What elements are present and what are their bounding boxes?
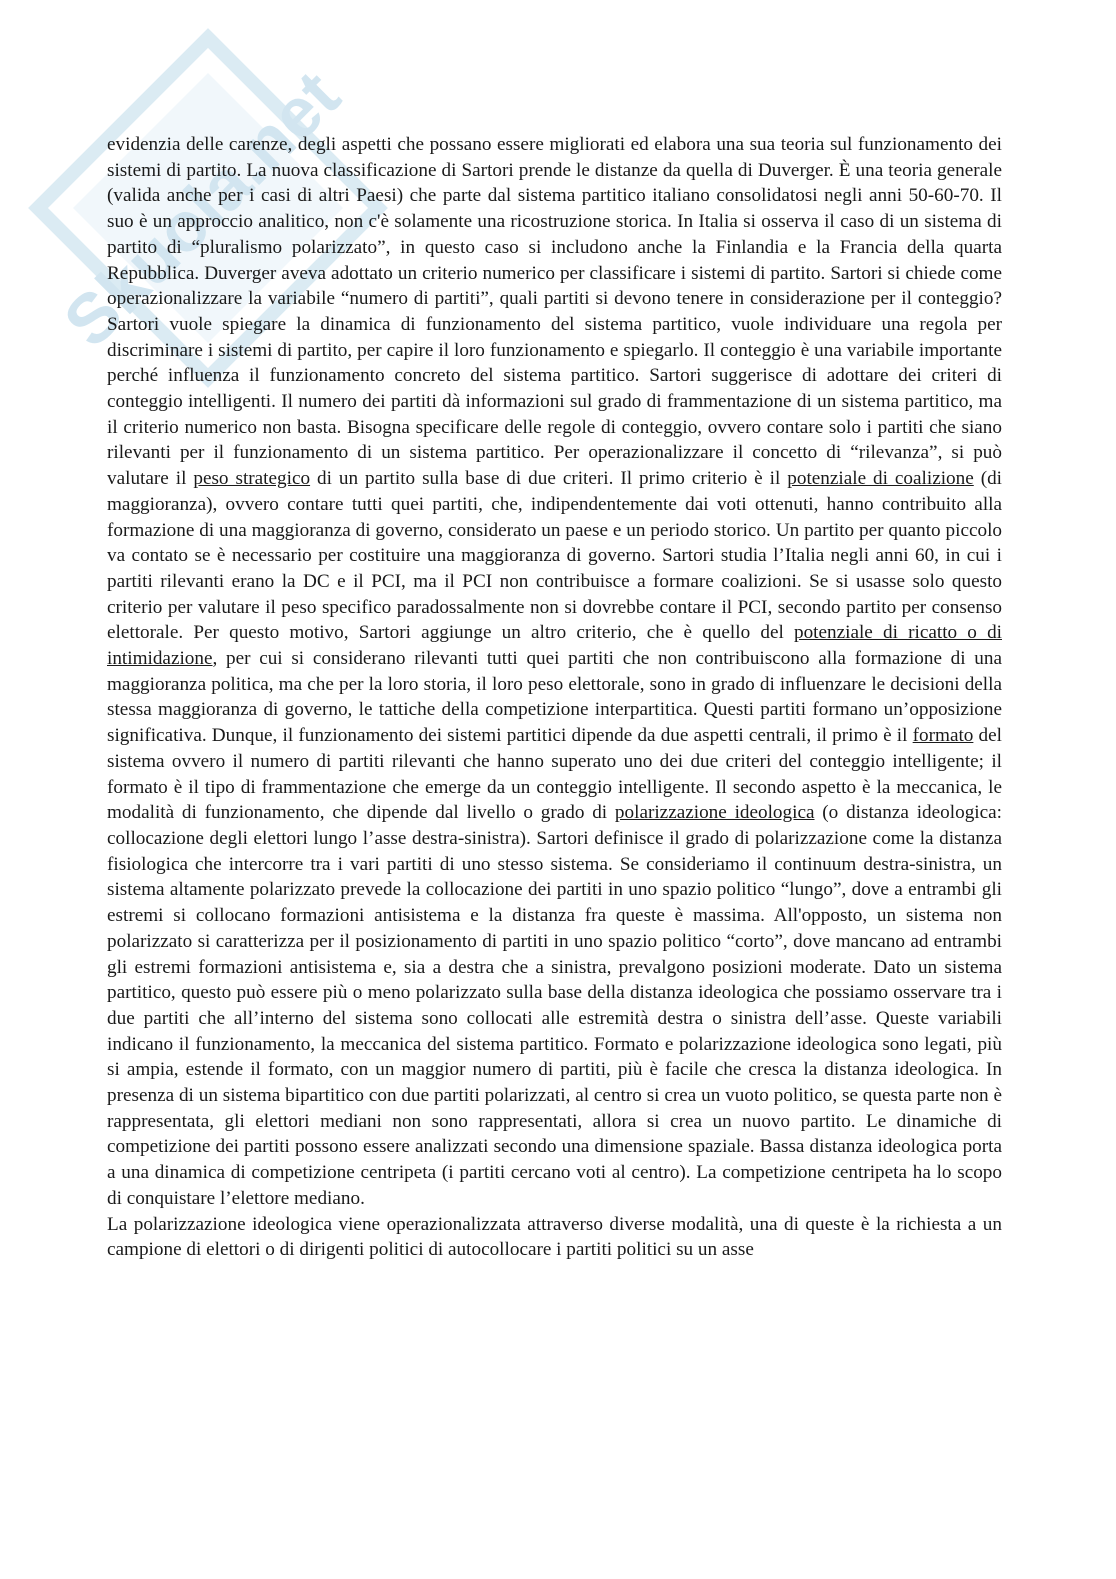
underlined-term-formato: formato [912, 725, 974, 747]
text-segment: La polarizzazione ideologica viene operazionalizzata attraverso diverse modalità, una di queste è la richiesta a un campione di elettori o di dirigenti politici di autocollocare i partiti politici su un asse [107, 1213, 1002, 1261]
text-segment: evidenzia delle carenze, degli aspetti che possano essere migliorati ed elabora una sua teoria sul funzionamento dei sistemi di partito. La nuova classificazione di Sartori prende le distanze da quella di Duverger. È una teoria generale (valida anche per i casi di altri Paesi) che parte dal sistema partitico italiano consolidatosi negli anni 50-60-70. Il suo è un approccio analitico, non c'è solamente una ricostruzione storica. In Italia si osserva il caso di un sistema di partito di “pluralismo polarizzato”, in questo caso si includono anche la Finlandia e la Francia della quarta Repubblica. Duverger aveva adottato un criterio numerico per classificare i sistemi di partito. Sartori si chiede come operazionalizzare la variabile “numero di partiti”, quali partiti si devono tenere in considerazione per il conteggio? Sartori vuole spiegare la dinamica di funzionamento del sistema partitico, vuole individuare una regola per discriminare i sistemi di partito, per capire il loro funzionamento e spiegarlo. Il conteggio è una variabile importante perché influenza il funzionamento concreto del sistema partitico. Sartori suggerisce di adottare dei criteri di conteggio intelligenti. Il numero dei partiti dà informazioni sul grado di frammentazione di un sistema partitico, ma il criterio numerico non basta. Bisogna specificare delle regole di conteggio, ovvero contare solo i partiti che siano rilevanti per il funzionamento di un sistema partitico. Per operazionalizzare il concetto di “rilevanza”, si può valutare il [107, 134, 1002, 490]
paragraph-1 [107, 132, 1002, 1212]
text-segment: del sistema ovvero il numero di partiti rilevanti che hanno superato uno dei due criteri del conteggio intelligente; il formato è il tipo di frammentazione che emerge da un conteggio intelligente. Il secondo aspetto è la meccanica, le modalità di funzionamento, che dipende dal livello o grado di [107, 725, 1002, 824]
underlined-term-potenziale-ricatto: potenziale di ricatto o di intimidazione [107, 622, 1002, 670]
paragraph-2 [107, 1212, 1002, 1263]
document-body [107, 132, 1002, 1263]
underlined-term-polarizzazione-ideologica: polarizzazione ideologica [614, 802, 815, 824]
text-segment: , per cui si considerano rilevanti tutti quei partiti che non contribuiscono alla formazione di una maggioranza politica, ma che per la loro storia, il loro peso elettorale, sono in grado di influenzare le decisioni della stessa maggioranza di governo, le tattiche della competizione interpartitica. Questi partiti formano un’opposizione significativa. Dunque, il funzionamento dei sistemi partitici dipende da due aspetti centrali, il primo è il [107, 648, 1002, 747]
text-segment: (di maggioranza), ovvero contare tutti quei partiti, che, indipendentemente dai voti ottenuti, hanno contribuito alla formazione di una maggioranza di governo, considerato un paese e un periodo storico. Un partito per quanto piccolo va contato se è necessario per costituire una maggioranza di governo. Sartori studia l’Italia negli anni 60, in cui i partiti rilevanti erano la DC e il PCI, ma il PCI non contribuisce a formare coalizioni. Se si usasse solo questo criterio per valutare il peso specifico paradossalmente non si dovrebbe contare il PCI, secondo partito per consenso elettorale. Per questo motivo, Sartori aggiunge un altro criterio, che è quello del [107, 468, 1003, 644]
text-segment: di un partito sulla base di due criteri. Il primo criterio è il [310, 468, 788, 490]
text-segment: (o distanza ideologica: collocazione degli elettori lungo l’asse destra-sinistra). Sartori definisce il grado di polarizzazione come la distanza fisiologica che intercorre tra i vari partiti di uno stesso sistema. Se consideriamo il continuum destra-sinistra, un sistema altamente polarizzato prevede la collocazione dei partiti in uno spazio politico “lungo”, dove a entrambi gli estremi si collocano formazioni antisistema e la distanza fra queste è massima. All'opposto, un sistema non polarizzato si caratterizza per il posizionamento di partiti in uno spazio politico “corto”, dove mancano ad entrambi gli estremi formazioni antisistema e, sia a destra che a sinistra, prevalgono posizioni moderate. Dato un sistema partitico, questo può essere più o meno polarizzato sulla base della distanza ideologica che possiamo osservare tra i due partiti che all’interno del sistema sono collocati alle estremità destra o sinistra dell’asse. Queste variabili indicano il funzionamento, la meccanica del sistema partitico. Formato e polarizzazione ideologica sono legati, più si ampia, estende il formato, con un maggior numero di partiti, più è facile che cresca la distanza ideologica. In presenza di un sistema bipartitico con due partiti polarizzati, al centro si crea un vuoto politico, se questa parte non è rappresentata, gli elettori mediani non sono rappresentati, allora si crea un nuovo partito. Le dinamiche di competizione dei partiti possono essere analizzati secondo una dimensione spaziale. Bassa distanza ideologica porta a una dinamica di competizione centripeta (i partiti cercano voti al centro). La competizione centripeta ha lo scopo di conquistare l’elettore mediano. [107, 802, 1002, 1209]
underlined-term-potenziale-coalizione: potenziale di coalizione [787, 468, 974, 490]
watermark-text: Skuola.net [48, 55, 355, 362]
underlined-term-peso-strategico: peso strategico [193, 468, 311, 490]
